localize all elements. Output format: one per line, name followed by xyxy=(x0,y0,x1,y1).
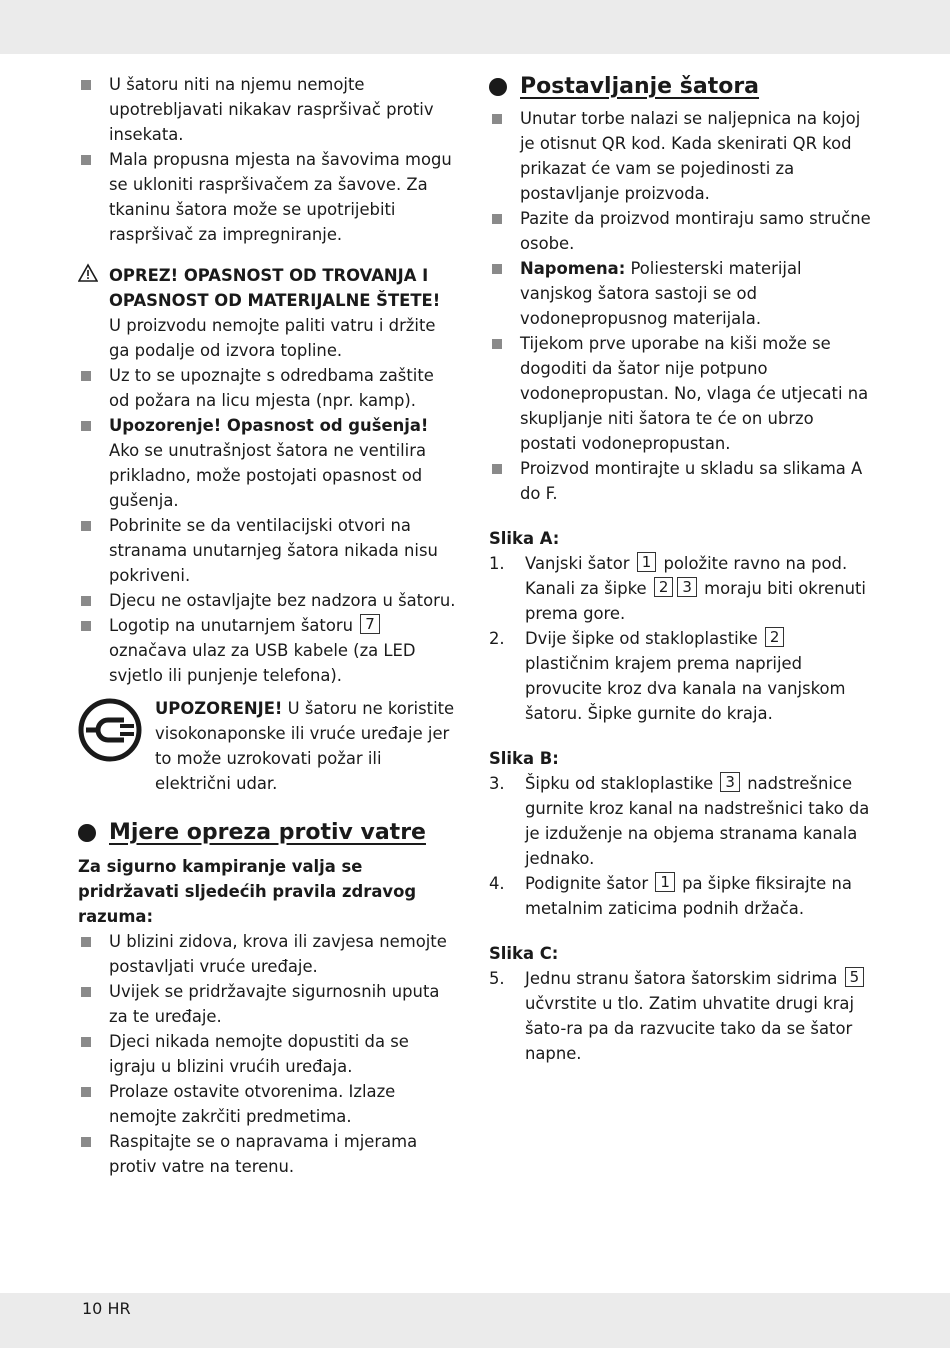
left-column xyxy=(78,72,458,1179)
plug-warning xyxy=(78,696,458,796)
list-item: Uvijek se pridržavajte sigurnosnih uputa za te uređaje. xyxy=(78,979,458,1029)
numbered-step: 2. Dvije šipke od stakloplastike 2 plastičnim krajem prema naprijed provucite kroz dva kanala na vanjskom šatoru. Šipke gurnite do kraja. xyxy=(489,628,846,723)
list-item: Logotip na unutarnjem šatoru 7 označava ulaz za USB kabele (za LED svjetlo ili punjenje telefona). xyxy=(78,613,458,688)
bottom-bar xyxy=(0,1293,950,1348)
warning-text: U proizvodu nemojte paliti vatru i držite ga podalje od izvora topline. xyxy=(109,316,436,360)
section-heading: Mjere opreza protiv vatre xyxy=(78,818,458,848)
numbered-step: 5. Jednu stranu šatora šatorskim sidrima 5 učvrstite u tlo. Zatim uhvatite drugi kraj šato-ra pa da razvucite tako da se šator napne. xyxy=(489,966,874,1066)
figure-heading: Slika C: xyxy=(489,944,559,963)
list-item: Proizvod montirajte u skladu sa slikama A do F. xyxy=(489,456,874,506)
list-item: Djeci nikada nemojte dopustiti da se igraju u blizini vrućih uređaja. xyxy=(78,1029,458,1079)
section-subheading: Za sigurno kampiranje valja se pridržavati sljedećih pravila zdravog razuma: xyxy=(78,857,417,926)
figure-ref-box: 2 xyxy=(654,577,674,597)
warning-triangle-icon xyxy=(78,263,98,283)
bullet-dot-icon xyxy=(78,824,96,842)
page-number: 10 HR xyxy=(82,1299,131,1318)
numbered-step: 3. Šipku od stakloplastike 3 nadstrešnice gurnite kroz kanal na nadstrešnici tako da je izduženje na objema stranama kanala jednako. xyxy=(489,773,870,868)
numbered-step: 4. Podignite šator 1 pa šipke fiksirajte na metalnim zaticima podnih držača. xyxy=(489,873,852,918)
list-item: Prolaze ostavite otvorenima. Izlaze nemojte zakrčiti predmetima. xyxy=(78,1079,458,1129)
figure-ref-box: 5 xyxy=(845,967,865,987)
bullet-dot-icon xyxy=(489,78,507,96)
figure-ref-box: 3 xyxy=(677,577,697,597)
top-bar xyxy=(0,0,950,54)
numbered-step: 1. Vanjski šator 1 položite ravno na pod. Kanali za šipke 2 3 moraju biti okrenuti prema gore. xyxy=(489,553,866,623)
list-item: Raspitajte se o napravama i mjerama protiv vatre na terenu. xyxy=(78,1129,458,1179)
figure-heading: Slika B: xyxy=(489,749,559,768)
figure-ref-box: 1 xyxy=(637,552,657,572)
list-item: Pobrinite se da ventilacijski otvori na stranama unutarnjeg šatora nikada nisu pokriveni. xyxy=(78,513,458,588)
figure-ref-box: 3 xyxy=(720,772,740,792)
warning-title: OPREZ! OPASNOST OD TROVANJA I OPASNOST OD MATERIJALNE ŠTETE! xyxy=(109,266,441,310)
section-heading: Postavljanje šatora xyxy=(489,72,874,102)
list-item: Upozorenje! Opasnost od gušenja! Ako se unutrašnjost šatora ne ventilira prikladno, može postojati opasnost od gušenja. xyxy=(78,413,458,513)
list-item: U blizini zidova, krova ili zavjesa nemojte postavljati vruće uređaje. xyxy=(78,929,458,979)
plug-icon xyxy=(78,698,142,762)
right-column xyxy=(489,72,874,1066)
list-item: Djecu ne ostavljajte bez nadzora u šatoru. xyxy=(78,588,458,613)
figure-ref-box: 2 xyxy=(765,627,785,647)
figure-ref-box: 1 xyxy=(655,872,675,892)
list-item: Tijekom prve uporabe na kiši može se dogoditi da šator nije potpuno vodonepropustan. No, vlaga će utjecati na skupljanje niti šatora te će on ubrzo postati vodonepropustan. xyxy=(489,331,874,456)
list-item: Unutar torbe nalazi se naljepnica na kojoj je otisnut QR kod. Kada skenirati QR kod prikazat će vam se pojedinosti za postavljanje proizvoda. xyxy=(489,106,874,206)
list-item: Mala propusna mjesta na šavovima mogu se ukloniti raspršivačem za šavove. Za tkaninu šatora može se upotrijebiti raspršivač za impregniranje. xyxy=(78,147,458,247)
figure-ref-box: 7 xyxy=(360,614,380,634)
list-item: U šatoru niti na njemu nemojte upotrebljavati nikakav raspršivač protiv insekata. xyxy=(78,72,458,147)
list-item: Napomena: Poliesterski materijal vanjskog šatora sastoji se od vodonepropusnog materijala. xyxy=(489,256,874,331)
plug-warning-text: UPOZORENJE! U šatoru ne koristite visokonaponske ili vruće uređaje jer to može uzrokovati požar ili električni udar. xyxy=(155,699,455,793)
figure-heading: Slika A: xyxy=(489,529,560,548)
warning-block xyxy=(78,263,458,313)
list-item: Pazite da proizvod montiraju samo stručne osobe. xyxy=(489,206,874,256)
list-item: Uz to se upoznajte s odredbama zaštite od požara na licu mjesta (npr. kamp). xyxy=(78,363,458,413)
